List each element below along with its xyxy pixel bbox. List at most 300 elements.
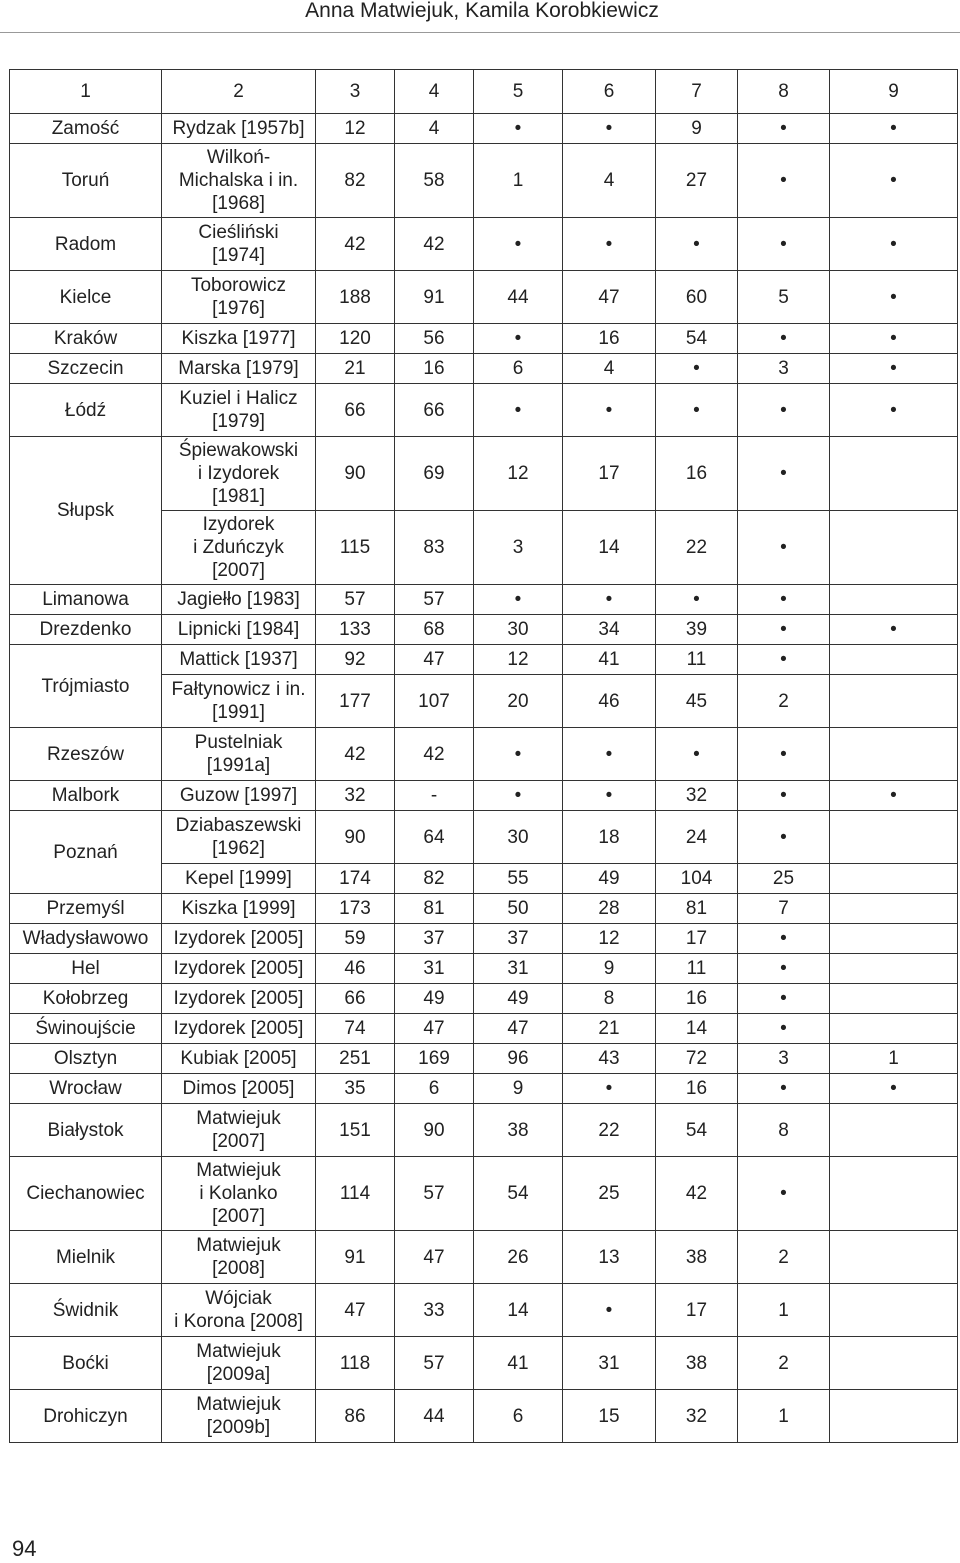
table-row [10,1284,958,1337]
city-cell: Rzeszów [10,728,162,781]
value-cell: 33 [395,1284,474,1337]
value-cell: 30 [474,615,563,645]
value-cell: 35 [316,1074,395,1104]
value-cell: 15 [563,1390,656,1443]
value-cell: • [738,437,830,511]
value-cell [830,811,958,864]
table-row [10,585,958,615]
value-cell: • [738,585,830,615]
value-cell: • [738,1074,830,1104]
value-cell [830,437,958,511]
value-cell: 14 [474,1284,563,1337]
value-cell: 39 [656,615,738,645]
city-cell: Świdnik [10,1284,162,1337]
value-cell: 31 [395,954,474,984]
value-cell: 1 [474,144,563,218]
city-cell: Władysławowo [10,924,162,954]
value-cell: • [830,271,958,324]
source-text: Śpiewakowski i Izydorek [1981] [178,440,299,507]
value-cell: 14 [656,1014,738,1044]
city-cell: Ciechanowiec [10,1157,162,1231]
value-cell: 83 [395,511,474,585]
value-cell [830,1157,958,1231]
value-cell: • [563,781,656,811]
table-row [10,1390,958,1443]
value-cell: 66 [316,384,395,437]
value-cell: 54 [656,324,738,354]
value-cell: 82 [316,144,395,218]
col-header-5: 5 [474,70,563,114]
value-cell: 4 [563,144,656,218]
value-cell: • [656,728,738,781]
value-cell: 20 [474,675,563,728]
value-cell: 118 [316,1337,395,1390]
table-row [10,924,958,954]
page-number: 94 [12,1536,37,1561]
value-cell: 90 [316,811,395,864]
value-cell: 169 [395,1044,474,1074]
source-text: Izydorek [2005] [173,1018,304,1039]
value-cell: • [563,1284,656,1337]
value-cell: 57 [395,1157,474,1231]
value-cell: • [738,324,830,354]
source-text: Guzow [1997] [179,785,298,806]
value-cell: 22 [563,1104,656,1157]
value-cell: 47 [563,271,656,324]
source-text: Matwiejuk i Kolanko [2007] [196,1160,281,1227]
source-text: Matwiejuk [2007] [196,1108,281,1152]
value-cell: 9 [563,954,656,984]
value-cell [830,1390,958,1443]
value-cell: 43 [563,1044,656,1074]
source-text: Rydzak [1957b] [172,118,305,139]
city-cell: Malbork [10,781,162,811]
table-row [10,954,958,984]
source-cell [162,354,316,384]
source-cell [162,114,316,144]
city-cell: Świnoujście [10,1014,162,1044]
source-text: Izydorek i Zduńczyk [2007] [193,514,284,581]
value-cell: 9 [656,114,738,144]
value-cell: 66 [395,384,474,437]
value-cell: 5 [738,271,830,324]
value-cell: 32 [656,781,738,811]
value-cell: • [738,645,830,675]
value-cell: 13 [563,1231,656,1284]
source-text: Cieśliński [1974] [198,222,279,266]
source-text: Matwiejuk [2008] [196,1235,281,1279]
value-cell: 42 [316,728,395,781]
col-header-7: 7 [656,70,738,114]
table-row [10,811,958,864]
value-cell: 9 [474,1074,563,1104]
city-cell: Białystok [10,1104,162,1157]
value-cell: 57 [316,585,395,615]
value-cell: 42 [395,218,474,271]
city-cell: Radom [10,218,162,271]
value-cell [830,1231,958,1284]
value-cell: • [830,114,958,144]
value-cell: 37 [395,924,474,954]
value-cell: 2 [738,1337,830,1390]
city-cell: Drohiczyn [10,1390,162,1443]
value-cell: 38 [474,1104,563,1157]
source-cell [162,324,316,354]
value-cell: • [830,218,958,271]
source-text: Izydorek [2005] [173,958,304,979]
value-cell: 42 [395,728,474,781]
value-cell: • [474,728,563,781]
value-cell: 37 [474,924,563,954]
value-cell: 21 [563,1014,656,1044]
value-cell: • [474,114,563,144]
value-cell: 47 [395,1014,474,1044]
value-cell: 17 [656,1284,738,1337]
value-cell: 177 [316,675,395,728]
value-cell: - [395,781,474,811]
value-cell: • [563,218,656,271]
table-row [10,894,958,924]
value-cell: 11 [656,954,738,984]
table-row [10,324,958,354]
value-cell: 3 [738,354,830,384]
value-cell: • [563,114,656,144]
value-cell [830,585,958,615]
value-cell: 60 [656,271,738,324]
value-cell: 188 [316,271,395,324]
value-cell: 56 [395,324,474,354]
value-cell: 58 [395,144,474,218]
value-cell: 47 [395,1231,474,1284]
source-cell [162,615,316,645]
source-cell [162,811,316,864]
value-cell: 12 [474,437,563,511]
source-cell [162,1231,316,1284]
value-cell: • [830,144,958,218]
value-cell: • [738,811,830,864]
value-cell: 3 [738,1044,830,1074]
value-cell: 34 [563,615,656,645]
value-cell: 6 [474,1390,563,1443]
value-cell [830,864,958,894]
source-cell [162,1337,316,1390]
table-row [10,354,958,384]
value-cell: 30 [474,811,563,864]
table-row [10,384,958,437]
value-cell: 133 [316,615,395,645]
value-cell: 17 [656,924,738,954]
value-cell: 120 [316,324,395,354]
value-cell: • [656,218,738,271]
source-cell [162,437,316,511]
value-cell: 4 [563,354,656,384]
value-cell: 41 [474,1337,563,1390]
table-row [10,271,958,324]
city-cell: Przemyśl [10,894,162,924]
source-cell [162,1104,316,1157]
city-cell: Poznań [10,811,162,894]
running-head-text: Anna Matwiejuk, Kamila Korobkiewicz [305,0,659,22]
source-text: Pustelniak [1991a] [194,732,283,776]
value-cell: 12 [474,645,563,675]
value-cell: 24 [656,811,738,864]
value-cell: • [563,728,656,781]
value-cell [830,511,958,585]
value-cell: • [656,354,738,384]
value-cell: 16 [563,324,656,354]
value-cell: 42 [316,218,395,271]
source-cell [162,894,316,924]
header-row [10,70,958,114]
value-cell: 2 [738,675,830,728]
table-row [10,615,958,645]
value-cell: 1 [738,1390,830,1443]
value-cell: • [830,1074,958,1104]
source-text: Wilkoń- Michalska i in. [1968] [178,147,299,214]
value-cell: 32 [316,781,395,811]
source-text: Izydorek [2005] [173,928,304,949]
value-cell: 31 [563,1337,656,1390]
value-cell: • [474,781,563,811]
source-text: Matwiejuk [2009b] [196,1394,281,1438]
col-header-1: 1 [10,70,162,114]
value-cell: • [563,1074,656,1104]
value-cell [830,894,958,924]
source-text: Kepel [1999] [185,868,292,889]
value-cell: • [830,324,958,354]
source-text: Wójciak i Korona [2008] [174,1288,303,1332]
col-header-6: 6 [563,70,656,114]
source-text: Mattick [1937] [179,649,298,670]
value-cell: • [474,218,563,271]
header-rule [0,32,960,33]
value-cell: 49 [563,864,656,894]
value-cell: 82 [395,864,474,894]
source-text: Jagiełło [1983] [177,589,300,610]
city-cell: Olsztyn [10,1044,162,1074]
source-cell [162,984,316,1014]
value-cell: 22 [656,511,738,585]
value-cell: 49 [395,984,474,1014]
value-cell: 14 [563,511,656,585]
value-cell: 1 [738,1284,830,1337]
source-cell [162,1014,316,1044]
city-cell: Kołobrzeg [10,984,162,1014]
value-cell [830,645,958,675]
value-cell: • [474,324,563,354]
lichen-data-table [9,69,958,1443]
col-header-3: 3 [316,70,395,114]
table-row [10,1157,958,1231]
value-cell: 54 [656,1104,738,1157]
value-cell: • [830,615,958,645]
col-header-4: 4 [395,70,474,114]
value-cell: 6 [474,354,563,384]
source-cell [162,864,316,894]
value-cell: 59 [316,924,395,954]
value-cell: • [738,984,830,1014]
value-cell: • [738,1157,830,1231]
value-cell: 46 [563,675,656,728]
source-cell [162,728,316,781]
city-cell: Trójmiasto [10,645,162,728]
value-cell: 74 [316,1014,395,1044]
source-cell [162,954,316,984]
value-cell: 44 [395,1390,474,1443]
value-cell: • [830,384,958,437]
value-cell: 12 [563,924,656,954]
value-cell: 96 [474,1044,563,1074]
city-cell: Kielce [10,271,162,324]
value-cell: 41 [563,645,656,675]
table-row [10,1231,958,1284]
value-cell: 16 [656,984,738,1014]
source-text: Matwiejuk [2009a] [196,1341,281,1385]
value-cell: • [474,384,563,437]
value-cell: • [738,218,830,271]
value-cell: 92 [316,645,395,675]
table-body [10,114,958,1443]
value-cell: 49 [474,984,563,1014]
table-row [10,1104,958,1157]
value-cell: 16 [656,1074,738,1104]
value-cell: 251 [316,1044,395,1074]
table-row [10,984,958,1014]
source-text: Kubiak [2005] [180,1048,297,1069]
city-cell: Drezdenko [10,615,162,645]
value-cell: 42 [656,1157,738,1231]
value-cell: • [738,728,830,781]
city-cell: Łódź [10,384,162,437]
value-cell: • [738,615,830,645]
col-header-9: 9 [830,70,958,114]
value-cell: 31 [474,954,563,984]
value-cell: 91 [316,1231,395,1284]
value-cell [830,1337,958,1390]
value-cell: • [738,384,830,437]
value-cell: 69 [395,437,474,511]
source-text: Marska [1979] [178,358,299,379]
value-cell: 57 [395,585,474,615]
city-cell: Zamość [10,114,162,144]
value-cell: 47 [474,1014,563,1044]
source-cell [162,1044,316,1074]
value-cell: • [738,1014,830,1044]
value-cell: • [738,114,830,144]
source-cell [162,1074,316,1104]
value-cell: • [563,384,656,437]
value-cell [830,1014,958,1044]
value-cell: 17 [563,437,656,511]
source-cell [162,1390,316,1443]
city-cell: Limanowa [10,585,162,615]
value-cell [830,1104,958,1157]
value-cell: 107 [395,675,474,728]
source-cell [162,645,316,675]
value-cell: 151 [316,1104,395,1157]
value-cell: 44 [474,271,563,324]
table-row [10,437,958,511]
value-cell: 1 [830,1044,958,1074]
value-cell: • [474,585,563,615]
city-cell: Szczecin [10,354,162,384]
source-cell [162,144,316,218]
table-row [10,728,958,781]
table-row [10,645,958,675]
value-cell: 81 [395,894,474,924]
value-cell: 66 [316,984,395,1014]
value-cell: 11 [656,645,738,675]
source-cell [162,218,316,271]
value-cell: 174 [316,864,395,894]
value-cell: • [738,511,830,585]
running-head [0,0,960,34]
value-cell [830,675,958,728]
value-cell: 25 [563,1157,656,1231]
value-cell: 104 [656,864,738,894]
source-cell [162,384,316,437]
value-cell: 18 [563,811,656,864]
value-cell: 91 [395,271,474,324]
value-cell: 68 [395,615,474,645]
value-cell: 57 [395,1337,474,1390]
source-cell [162,1157,316,1231]
value-cell [830,954,958,984]
value-cell: 46 [316,954,395,984]
source-cell [162,675,316,728]
table-row [10,1044,958,1074]
value-cell: • [563,585,656,615]
source-cell [162,924,316,954]
value-cell: 90 [395,1104,474,1157]
value-cell: 32 [656,1390,738,1443]
table-row [10,1014,958,1044]
source-cell [162,511,316,585]
value-cell: • [656,585,738,615]
value-cell: 7 [738,894,830,924]
col-header-8: 8 [738,70,830,114]
value-cell: 38 [656,1231,738,1284]
value-cell: 38 [656,1337,738,1390]
value-cell: 173 [316,894,395,924]
value-cell: 90 [316,437,395,511]
city-cell: Słupsk [10,437,162,585]
value-cell: 25 [738,864,830,894]
value-cell: • [738,954,830,984]
value-cell [830,1284,958,1337]
city-cell: Hel [10,954,162,984]
source-cell [162,781,316,811]
city-cell: Kraków [10,324,162,354]
city-cell: Boćki [10,1337,162,1390]
source-cell [162,271,316,324]
value-cell: 81 [656,894,738,924]
value-cell: 16 [656,437,738,511]
value-cell: 28 [563,894,656,924]
source-cell [162,585,316,615]
table-row [10,781,958,811]
value-cell: 50 [474,894,563,924]
value-cell: 8 [738,1104,830,1157]
value-cell: 2 [738,1231,830,1284]
value-cell [830,984,958,1014]
table-row [10,144,958,218]
source-text: Toborowicz [1976] [190,275,287,319]
value-cell: 16 [395,354,474,384]
source-text: Dziabaszewski [1962] [175,815,302,859]
city-cell: Toruń [10,144,162,218]
value-cell: 8 [563,984,656,1014]
